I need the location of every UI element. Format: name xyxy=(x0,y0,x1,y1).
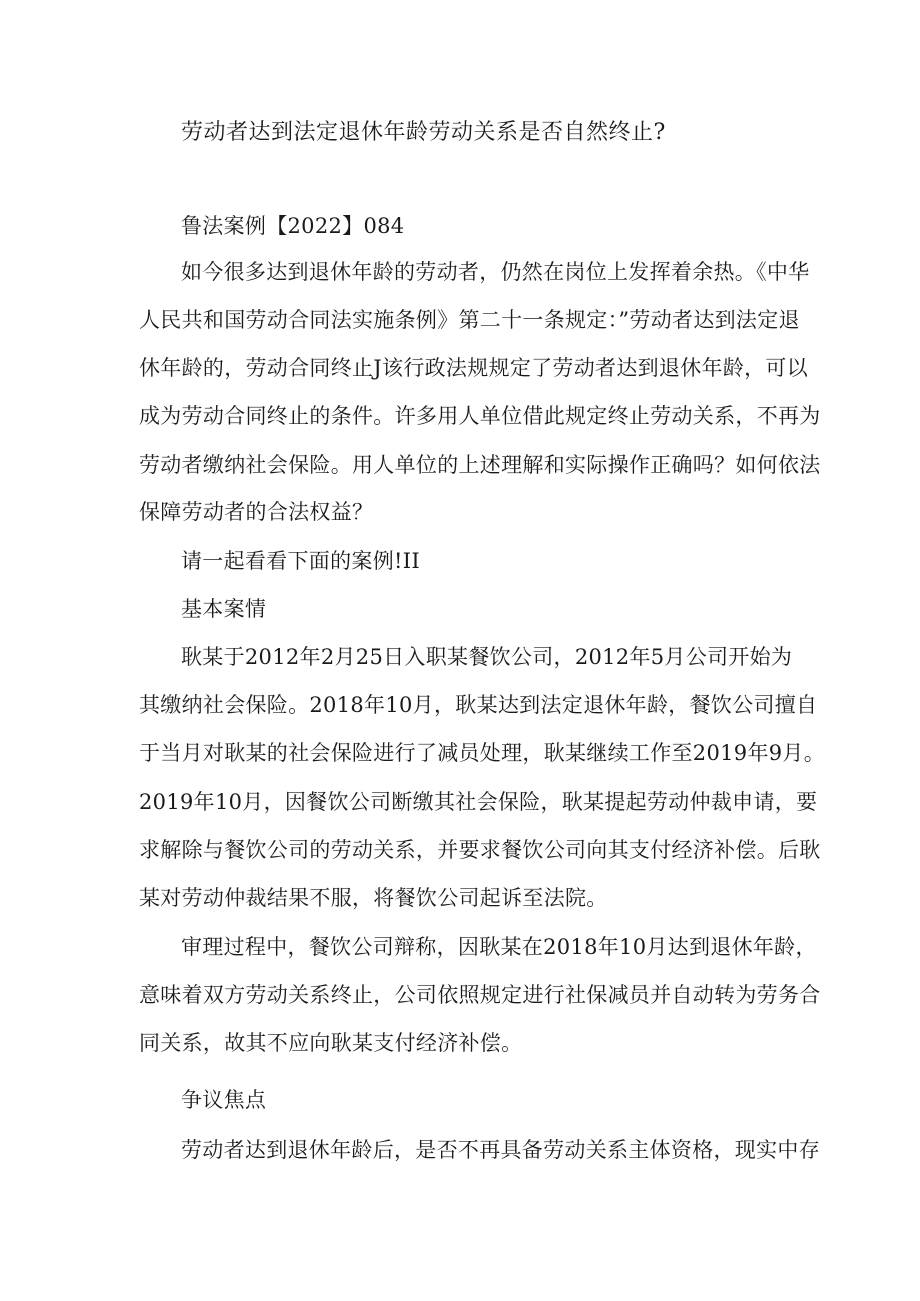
trial-line: 审理过程中，餐饮公司辩称，因耿某在2018年10月达到退休年龄， xyxy=(181,935,817,959)
intro-line: 如今很多达到退休年龄的劳动者，仍然在岗位上发挥着余热。《中华 xyxy=(181,260,810,284)
case-number: 鲁法案例【2022】084 xyxy=(181,214,405,238)
basic-facts-line: 其缴纳社会保险。2018年10月，耿某达到法定退休年龄，餐饮公司擅自 xyxy=(139,693,818,717)
basic-facts-line: 耿某于2012年2月25日入职某餐饮公司，2012年5月公司开始为 xyxy=(181,645,793,669)
document-title: 劳动者达到法定退休年龄劳动关系是否自然终止? xyxy=(181,120,666,145)
basic-facts-line: 2019年10月，因餐饮公司断缴其社会保险，耿某提起劳动仲裁申请，要 xyxy=(139,790,818,814)
basic-facts-line: 求解除与餐饮公司的劳动关系，并要求餐饮公司向其支付经济补偿。后耿 xyxy=(139,838,821,862)
intro-line: 成为劳动合同终止的条件。许多用人单位借此规定终止劳动关系，不再为 xyxy=(139,404,821,428)
trial-line: 同关系，故其不应向耿某支付经济补偿。 xyxy=(139,1031,523,1055)
intro-line: 人民共和国劳动合同法实施条例》第二十一条规定：”劳动者达到法定退 xyxy=(139,308,800,332)
intro-line: 劳动者缴纳社会保险。用人单位的上述理解和实际操作正确吗？如何依法 xyxy=(139,453,821,477)
trial-line: 意味着双方劳动关系终止，公司依照规定进行社保减员并自动转为劳务合 xyxy=(139,983,821,1007)
invite-line: 请一起看看下面的案例!II xyxy=(181,549,420,573)
basic-facts-line: 某对劳动仲裁结果不服，将餐饮公司起诉至法院。 xyxy=(139,886,608,910)
section-heading-basic: 基本案情 xyxy=(181,597,267,621)
intro-line: 休年龄的，劳动合同终止J该行政法规规定了劳动者达到退休年龄，可以 xyxy=(139,356,809,380)
dispute-line: 劳动者达到退休年龄后，是否不再具备劳动关系主体资格，现实中存 xyxy=(181,1138,820,1162)
intro-line: 保障劳动者的合法权益？ xyxy=(139,500,374,524)
section-heading-dispute: 争议焦点 xyxy=(181,1088,267,1112)
basic-facts-line: 于当月对耿某的社会保险进行了减员处理，耿某继续工作至2019年9月。 xyxy=(139,741,826,765)
